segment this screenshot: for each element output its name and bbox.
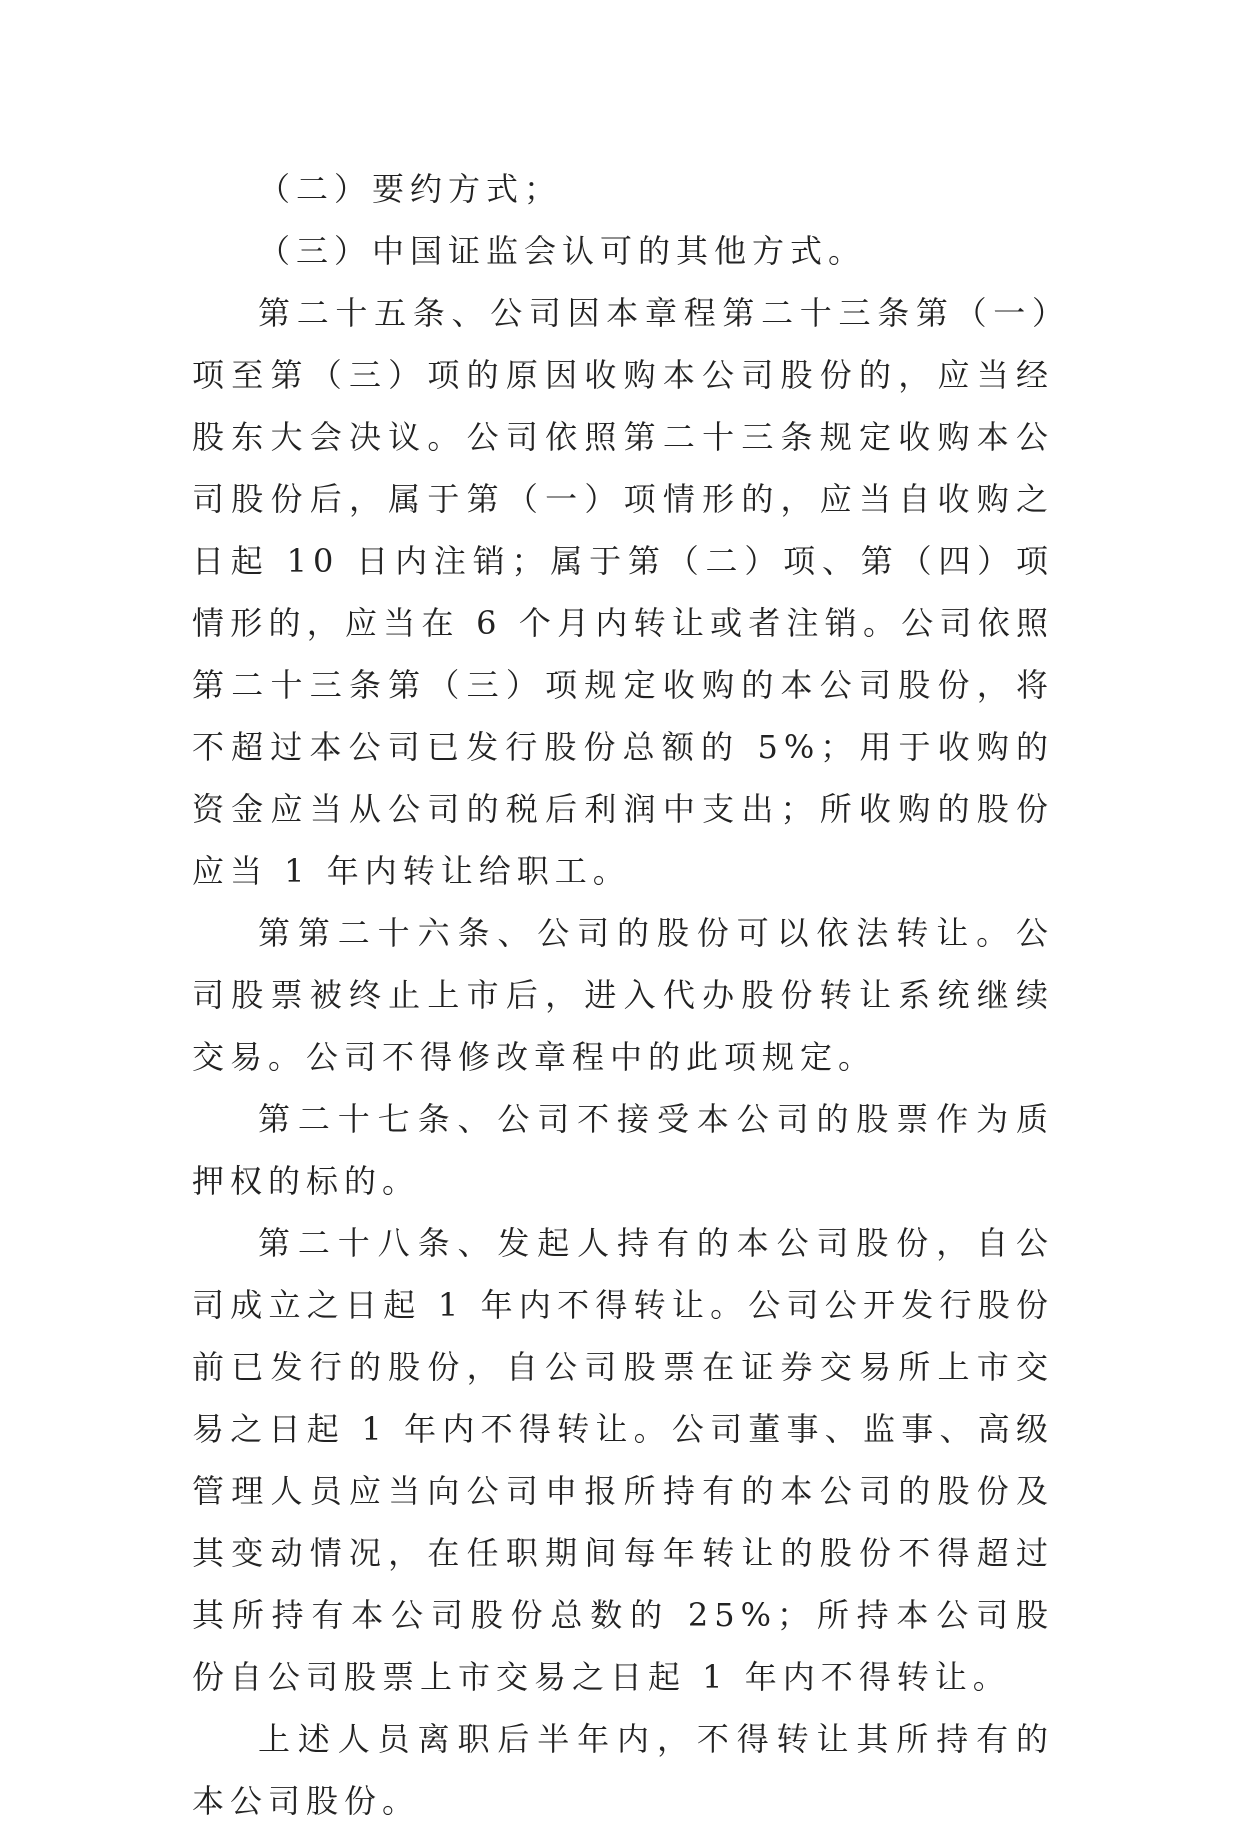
article-28-paragraph: 第二十八条、发起人持有的本公司股份，自公司成立之日起 1 年内不得转让。公司公开发行股份前已发行的股份，自公司股票在证券交易所上市交易之日起 1 年内不得转让。公司董事、监事、高级管理人员应当向公司申报所持有的本公司的股份及其变动情况，在任职期间每年转让的股份不得超过其所持有本公司股份总数的 25%；所持本公司股份自公司股票上市交易之日起 1 年内不得转让。 bbox=[192, 1224, 1054, 1696]
article-26-paragraph: 第第二十六条、公司的股份可以依法转让。公司股票被终止上市后，进入代办股份转让系统继续交易。公司不得修改章程中的此项规定。 bbox=[192, 914, 1054, 1076]
article-27-paragraph: 第二十七条、公司不接受本公司的股票作为质押权的标的。 bbox=[192, 1100, 1054, 1200]
resignation-paragraph: 上述人员离职后半年内，不得转让其所持有的本公司股份。 bbox=[192, 1720, 1054, 1820]
document-body bbox=[192, 158, 1054, 1832]
article-25-paragraph: 第二十五条、公司因本章程第二十三条第（一）项至第（三）项的原因收购本公司股份的，应当经股东大会决议。公司依照第二十三条规定收购本公司股份后，属于第（一）项情形的，应当自收购之日起 10 日内注销；属于第（二）项、第（四）项情形的，应当在 6 个月内转让或者注销。公司依照第二十三条第（三）项规定收购的本公司股份，将不超过本公司已发行股份总额的 5%；用于收购的资金应当从公司的税后利润中支出；所收购的股份应当 1 年内转让给职工。 bbox=[192, 294, 1054, 890]
paragraph-item-2: （二）要约方式； bbox=[258, 170, 563, 208]
paragraph-item-3: （三）中国证监会认可的其他方式。 bbox=[258, 232, 867, 270]
